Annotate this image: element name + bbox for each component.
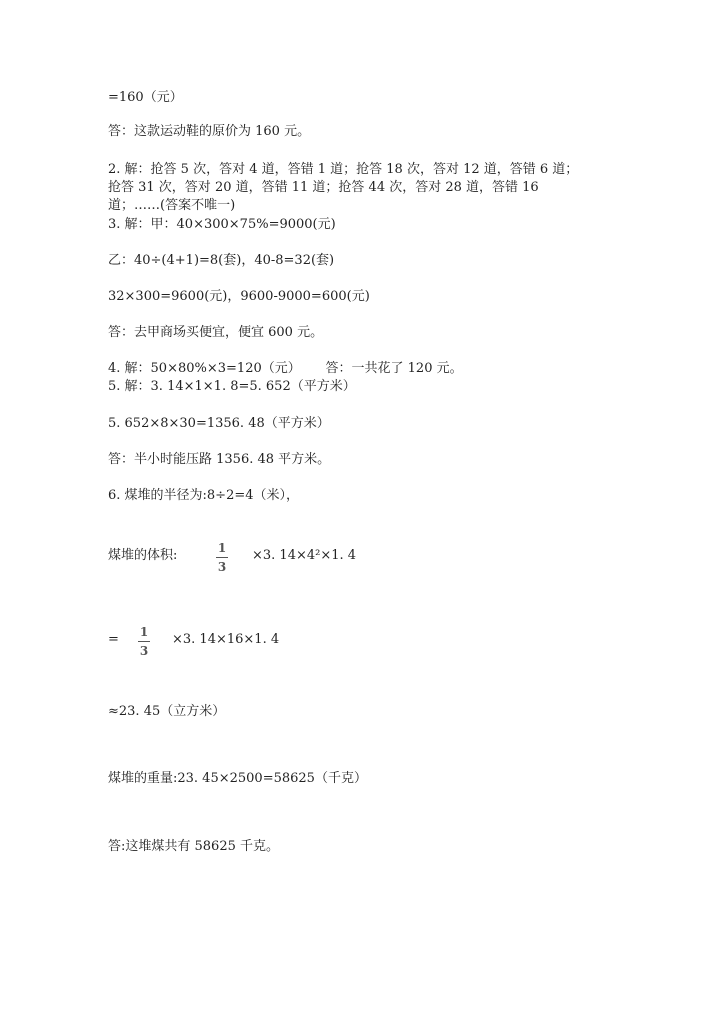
answer-line-4: 抢答 31 次，答对 20 道，答错 11 道；抢答 44 次，答对 28 道，答错 16 <box>108 180 539 195</box>
answer-line-10: 4. 解：50×80%×3=120（元） 答：一共花了 120 元。 <box>108 361 463 376</box>
fraction-denominator: 3 <box>217 560 227 574</box>
answer-line-19: 答:这堆煤共有 58625 千克。 <box>108 839 279 854</box>
answer-line-17: ≈23. 45（立方米） <box>108 704 226 719</box>
fraction-numerator: 1 <box>217 541 227 555</box>
equals-sign: = <box>108 632 119 647</box>
answer-line-11: 5. 解：3. 14×1×1. 8=5. 652（平方米） <box>108 379 356 394</box>
fraction-numerator: 1 <box>139 625 149 639</box>
answer-line-1: =160（元） <box>108 90 183 105</box>
answer-line-3: 2. 解：抢答 5 次，答对 4 道，答错 1 道；抢答 18 次，答对 12 道，答错 6 道； <box>108 162 579 177</box>
answer-line-6: 3. 解：甲：40×300×75%=9000(元) <box>108 217 336 232</box>
fraction-bar <box>138 641 150 642</box>
volume-label: 煤堆的体积: <box>108 548 178 563</box>
fraction-denominator: 3 <box>139 644 149 658</box>
answer-line-8: 32×300=9600(元)，9600-9000=600(元) <box>108 289 370 304</box>
fraction-one-third-2 <box>137 625 151 658</box>
answer-line-2: 答：这款运动鞋的原价为 160 元。 <box>108 124 311 139</box>
answer-line-9: 答：去甲商场买便宜，便宜 600 元。 <box>108 325 324 340</box>
fraction-bar <box>216 557 228 558</box>
volume-expression-2: ×3. 14×16×1. 4 <box>172 632 280 647</box>
fraction-one-third <box>215 541 229 574</box>
answer-line-14: 6. 煤堆的半径为:8÷2=4（米）， <box>108 488 300 503</box>
answer-line-18: 煤堆的重量:23. 45×2500=58625（千克） <box>108 771 367 786</box>
answer-line-5: 道；……(答案不唯一) <box>108 198 236 213</box>
answer-line-12: 5. 652×8×30=1356. 48（平方米） <box>108 416 330 431</box>
answer-line-7: 乙：40÷(4+1)=8(套)，40-8=32(套) <box>108 253 335 268</box>
volume-expression: ×3. 14×4²×1. 4 <box>252 548 357 563</box>
answer-line-13: 答：半小时能压路 1356. 48 平方米。 <box>108 452 331 467</box>
